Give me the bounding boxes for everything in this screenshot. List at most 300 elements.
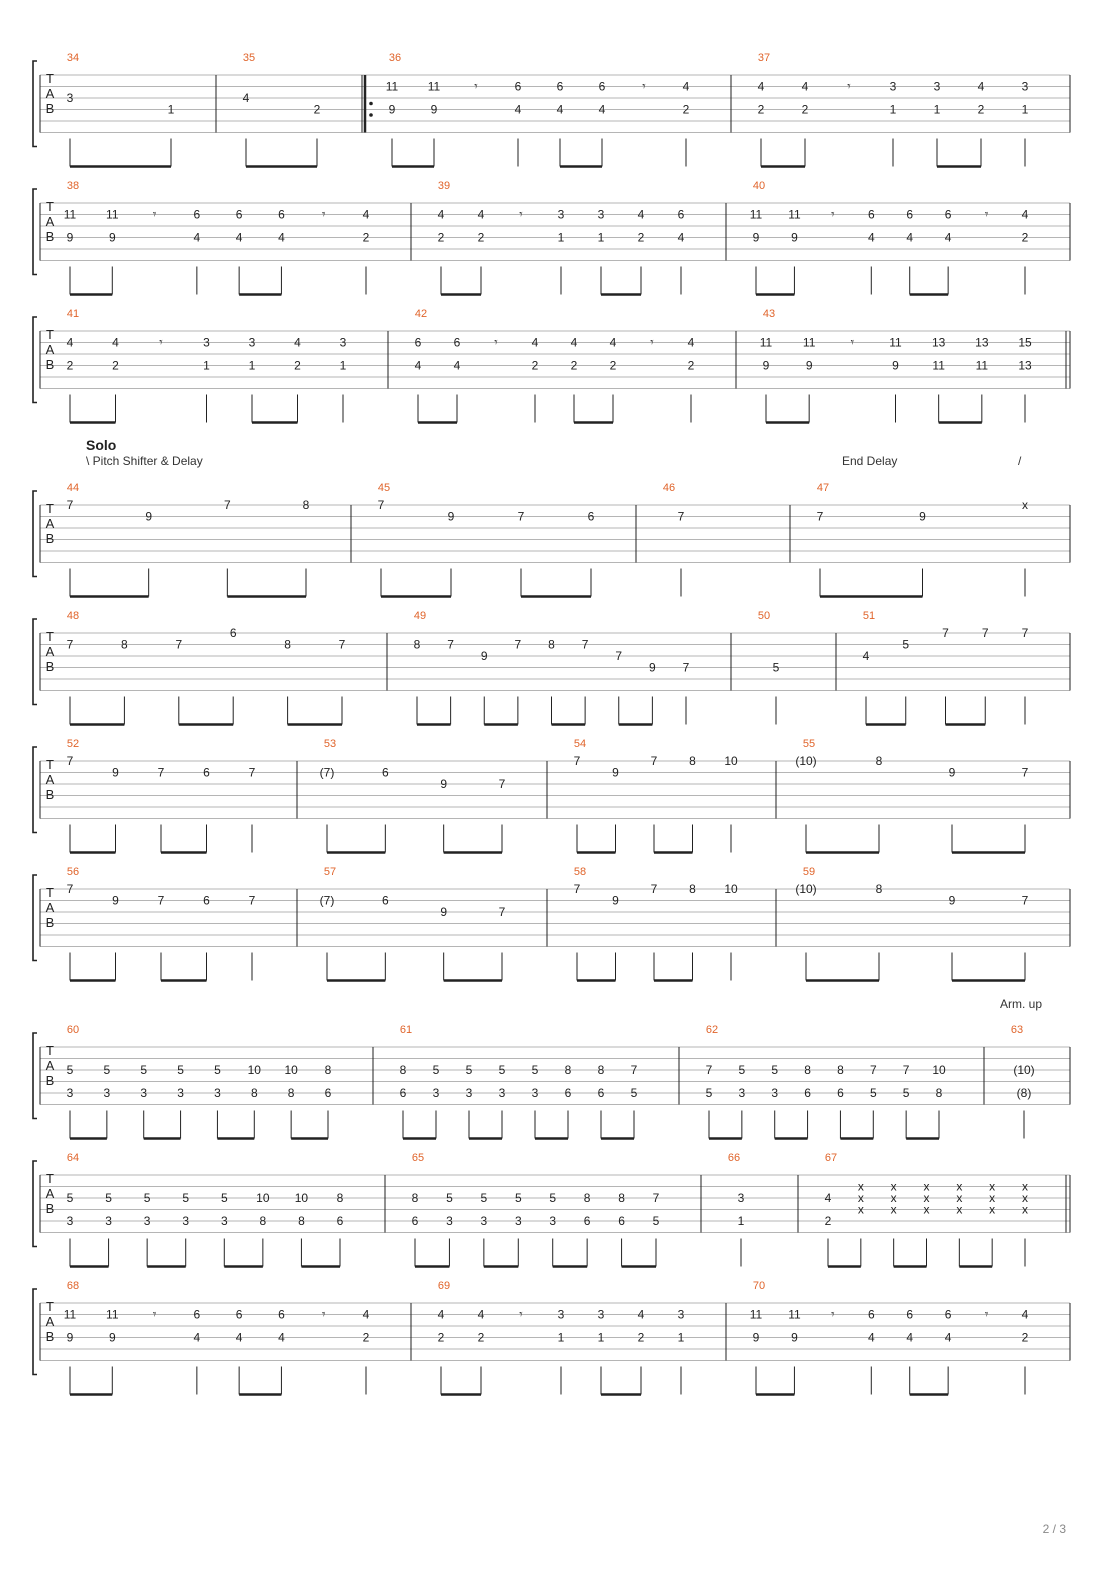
fret-number: 5 [182, 1191, 190, 1205]
fret-number: 8 [597, 1063, 605, 1077]
fret-number: 8 [298, 1214, 305, 1228]
tab-clef-letter: A [45, 1186, 55, 1201]
fret-number: 11 [889, 335, 902, 350]
fret-number: 11 [63, 1307, 77, 1322]
fret-number: 7 [682, 660, 690, 675]
fret-number: 1 [248, 358, 256, 373]
fret-number: 3 [339, 335, 347, 350]
fret-number: 4 [687, 335, 695, 350]
fret-number: x [956, 1191, 963, 1205]
tab-clef-letter: T [46, 885, 54, 900]
fret-number: 7 [573, 754, 581, 768]
fret-number: x [857, 1191, 864, 1205]
fret-number: 7 [175, 637, 183, 652]
fret-number: 5 [498, 1063, 506, 1077]
eighth-rest: 𝄾 [152, 206, 157, 222]
tab-clef-letter: B [45, 787, 55, 802]
fret-number: 3 [66, 1214, 74, 1228]
fret-number: 8 [583, 1191, 591, 1205]
tab-clef-letter: T [46, 327, 54, 342]
fret-number: x [956, 1202, 963, 1217]
fret-number: 7 [573, 882, 581, 896]
fret-number: 11 [749, 207, 763, 222]
fret-number: 6 [235, 207, 243, 222]
fret-number: 4 [294, 335, 301, 350]
tab-clef-letter: B [45, 1073, 55, 1088]
measure-number: 36 [388, 52, 402, 64]
fret-number: 6 [381, 893, 389, 908]
fret-number: 5 [432, 1063, 440, 1077]
fret-number: 8 [302, 498, 310, 512]
fret-number: (7) [319, 765, 335, 780]
fret-number: 3 [432, 1086, 440, 1100]
tab-clef-letter: B [45, 101, 55, 116]
fret-number: 8 [564, 1063, 572, 1077]
measure-number: 37 [757, 52, 771, 64]
eighth-rest: 𝄾 [519, 206, 523, 222]
fret-number: 9 [112, 893, 119, 908]
fret-number: 8 [875, 754, 883, 768]
fret-number: 7 [157, 765, 165, 780]
fret-number: 8 [121, 637, 128, 652]
fret-number: 1 [1021, 102, 1029, 117]
fret-number: 3 [480, 1214, 488, 1228]
tab-clef-letter: A [45, 516, 55, 531]
fret-number: 8 [875, 882, 883, 896]
fret-number: x [923, 1202, 930, 1217]
tab-clef-letter: A [45, 342, 55, 357]
fret-number: 7 [248, 765, 256, 780]
fret-number: 7 [942, 626, 949, 640]
fret-number: 4 [514, 102, 522, 117]
tab-clef-letter: A [45, 900, 55, 915]
fret-number: 5 [652, 1214, 660, 1228]
page-number: 2 / 3 [1042, 1522, 1066, 1536]
fret-number: 6 [278, 207, 285, 222]
measure-number: 54 [573, 738, 587, 750]
fret-number: 4 [682, 79, 690, 94]
fret-number: 3 [557, 1307, 565, 1322]
fret-number: 9 [892, 358, 899, 373]
fret-number: 10 [932, 1063, 946, 1077]
fret-number: 3 [933, 79, 941, 94]
fret-number: 9 [388, 102, 396, 117]
fret-number: 6 [587, 509, 595, 524]
fret-number: 15 [1018, 335, 1032, 350]
fret-number: 9 [108, 230, 116, 245]
fret-number: 3 [889, 79, 897, 94]
tab-clef-letter: T [46, 501, 54, 516]
eighth-rest: 𝄾 [494, 334, 498, 350]
fret-number: 2 [801, 102, 809, 117]
fret-number: 6 [564, 1086, 572, 1100]
fret-number: 4 [570, 335, 578, 350]
fret-number: 3 [143, 1214, 151, 1228]
fret-number: 3 [549, 1214, 557, 1228]
fret-number: 1 [597, 230, 605, 245]
fret-number: 9 [145, 509, 153, 524]
fret-number: x [890, 1179, 897, 1194]
end-slash-annotation: / [1018, 454, 1022, 468]
section-title-solo: Solo [86, 437, 117, 453]
fret-number: 6 [381, 765, 389, 780]
fret-number: 7 [447, 637, 454, 652]
fret-number: 7 [377, 498, 385, 512]
fret-number: 8 [935, 1086, 943, 1100]
eighth-rest: 𝄾 [831, 206, 835, 222]
fret-number: 11 [385, 79, 399, 94]
fret-number: 6 [235, 1307, 243, 1322]
fret-number: 11 [788, 207, 801, 222]
fret-number: 6 [229, 626, 237, 640]
measure-number: 65 [411, 1152, 425, 1164]
fret-number: 7 [157, 893, 165, 908]
fret-number: 9 [612, 765, 619, 780]
measure-number: 51 [862, 610, 876, 622]
fret-number: 6 [414, 335, 422, 350]
fret-number: 4 [637, 1307, 645, 1322]
fret-number: 5 [772, 660, 780, 675]
fret-number: 7 [514, 637, 522, 652]
fret-number: 2 [531, 358, 539, 373]
fret-number: 4 [677, 230, 685, 245]
fret-number: 11 [63, 207, 77, 222]
fret-number: 3 [771, 1086, 779, 1100]
fret-number: 6 [193, 207, 201, 222]
fret-number: 3 [182, 1214, 190, 1228]
measure-number: 58 [573, 866, 587, 878]
measure-number: 57 [323, 866, 337, 878]
fret-number: 9 [440, 777, 448, 791]
system-bracket [33, 491, 37, 577]
fret-number: 10 [294, 1191, 309, 1205]
fret-number: 2 [112, 358, 119, 373]
system-bracket [33, 189, 37, 275]
fret-number: x [857, 1202, 864, 1217]
eighth-rest: 𝄾 [984, 206, 989, 222]
fret-number: 2 [362, 1330, 370, 1345]
fret-number: 2 [477, 1330, 485, 1345]
fret-number: 4 [1021, 207, 1029, 222]
fret-number: 7 [615, 649, 623, 663]
fret-number: 3 [203, 335, 210, 350]
fret-number: 2 [313, 102, 321, 117]
fret-number: x [1022, 1202, 1028, 1217]
fret-number: 3 [248, 335, 256, 350]
fret-number: x [923, 1179, 930, 1194]
eighth-rest: 𝄾 [847, 78, 851, 94]
end-delay-annotation: End Delay [842, 454, 898, 468]
fret-number: 4 [235, 230, 243, 245]
measure-number: 45 [377, 482, 391, 494]
fret-number: 4 [477, 207, 485, 222]
fret-number: 11 [759, 335, 773, 350]
fret-number: 1 [597, 1330, 605, 1345]
fret-number: 5 [549, 1191, 557, 1205]
fret-number: 11 [106, 207, 119, 222]
fret-number: 6 [203, 765, 210, 780]
fret-number: 4 [477, 1307, 485, 1322]
measure-number: 53 [323, 738, 337, 750]
fret-number: 7 [498, 905, 506, 919]
fret-number: 9 [762, 358, 770, 373]
fret-number: 6 [193, 1307, 201, 1322]
measure-number: 48 [66, 610, 80, 622]
fret-number: 9 [948, 765, 956, 780]
fret-number: 5 [66, 1191, 74, 1205]
fret-number: 9 [919, 509, 926, 524]
measure-number: 56 [66, 866, 80, 878]
fret-number: 6 [556, 79, 564, 94]
fret-number: x [989, 1179, 996, 1194]
fret-number: 3 [103, 1086, 111, 1100]
fret-number: 6 [804, 1086, 811, 1100]
fret-number: 7 [650, 882, 658, 896]
fret-number: 4 [637, 207, 645, 222]
fret-number: (10) [795, 754, 817, 768]
fret-number: 4 [242, 91, 250, 105]
fret-number: x [1022, 1191, 1028, 1205]
fret-number: 8 [324, 1063, 332, 1077]
fret-number: x [857, 1179, 864, 1194]
fret-number: 9 [108, 1330, 116, 1345]
system-bracket [33, 875, 37, 961]
fret-number: 10 [724, 754, 738, 768]
tab-clef-letter: B [45, 915, 55, 930]
tab-clef-letter: T [46, 1171, 54, 1186]
fret-number: 5 [214, 1063, 221, 1077]
fret-number: 3 [498, 1086, 506, 1100]
fret-number: 3 [738, 1086, 746, 1100]
fret-number: 2 [362, 230, 370, 245]
fret-number: 6 [324, 1086, 332, 1100]
fret-number: 8 [804, 1063, 811, 1077]
fret-number: 3 [597, 207, 605, 222]
fret-number: 9 [791, 230, 798, 245]
fret-number: 2 [609, 358, 617, 373]
measure-number: 62 [705, 1024, 719, 1036]
fret-number: x [989, 1191, 996, 1205]
measure-number: 64 [66, 1152, 80, 1164]
tab-clef-letter: B [45, 229, 55, 244]
fret-number: 5 [220, 1191, 228, 1205]
fret-number: 5 [480, 1191, 488, 1205]
fret-number: 4 [414, 358, 422, 373]
fret-number: 3 [677, 1307, 685, 1322]
fret-number: 7 [650, 754, 658, 768]
fret-number: 10 [256, 1191, 270, 1205]
measure-number: 68 [66, 1280, 80, 1292]
fret-number: x [1022, 1179, 1028, 1194]
fret-number: 7 [338, 637, 346, 652]
fret-number: 8 [618, 1191, 625, 1205]
fret-number: 3 [66, 1086, 74, 1100]
fret-number: 6 [837, 1086, 844, 1100]
system-bracket [33, 317, 37, 403]
fret-number: 2 [977, 102, 985, 117]
eighth-rest: 𝄾 [519, 1306, 523, 1322]
fret-number: 9 [791, 1330, 798, 1345]
tab-clef-letter: T [46, 199, 54, 214]
fret-number: 6 [598, 79, 606, 94]
fret-number: 1 [737, 1214, 745, 1228]
fret-number: 9 [752, 230, 760, 245]
fret-number: x [890, 1202, 897, 1217]
eighth-rest: 𝄾 [152, 1306, 157, 1322]
fret-number: 8 [399, 1063, 407, 1077]
fret-number: 7 [248, 893, 256, 908]
fret-number: 5 [140, 1063, 148, 1077]
fret-number: 7 [66, 754, 74, 768]
measure-number: 35 [242, 52, 256, 64]
system-bracket [33, 619, 37, 705]
fret-number: 8 [689, 754, 696, 768]
fret-number: 7 [816, 509, 824, 524]
measure-number: 63 [1010, 1024, 1024, 1036]
fret-number: 4 [801, 79, 809, 94]
fret-number: 5 [630, 1086, 638, 1100]
fret-number: 6 [906, 1307, 914, 1322]
fret-number: 4 [556, 102, 564, 117]
fret-number: 2 [570, 358, 578, 373]
fret-number: 8 [548, 637, 555, 652]
fret-number: 4 [1021, 1307, 1029, 1322]
fret-number: 1 [677, 1330, 685, 1345]
fret-number: 4 [862, 649, 870, 663]
fret-number: 3 [177, 1086, 184, 1100]
fret-number: 4 [235, 1330, 243, 1345]
fret-number: 7 [581, 637, 589, 652]
fret-number: 5 [902, 637, 910, 652]
fret-number: 6 [203, 893, 210, 908]
fret-number: 6 [278, 1307, 285, 1322]
fret-number: 7 [66, 498, 74, 512]
measure-number: 40 [752, 180, 766, 192]
measure-number: 69 [437, 1280, 451, 1292]
fret-number: 9 [752, 1330, 760, 1345]
tab-clef-letter: T [46, 1299, 54, 1314]
fret-number: 6 [583, 1214, 591, 1228]
measure-number: 60 [66, 1024, 80, 1036]
fret-number: 11 [975, 358, 989, 373]
eighth-rest: 𝄾 [321, 1306, 326, 1322]
fret-number: 13 [931, 335, 946, 350]
fret-number: 7 [869, 1063, 877, 1077]
fret-number: 4 [112, 335, 119, 350]
tab-clef-letter: B [45, 1329, 55, 1344]
eighth-rest: 𝄾 [474, 78, 478, 94]
fret-number: 3 [597, 1307, 605, 1322]
system-bracket [33, 1289, 37, 1375]
fret-number: 4 [867, 1330, 875, 1345]
fret-number: 6 [944, 1307, 952, 1322]
fret-number: 4 [453, 358, 461, 373]
fret-number: x [1022, 498, 1028, 512]
system-bracket [33, 61, 37, 147]
fret-number: 6 [906, 207, 914, 222]
fret-number: 2 [637, 230, 645, 245]
measure-number: 39 [437, 180, 451, 192]
tab-clef-letter: A [45, 1314, 55, 1329]
fret-number: 1 [557, 1330, 565, 1345]
fret-number: 8 [413, 637, 421, 652]
fret-number: 3 [557, 207, 565, 222]
fret-number: 3 [220, 1214, 228, 1228]
fret-number: 9 [805, 358, 813, 373]
eighth-rest: 𝄾 [642, 78, 646, 94]
fret-number: (8) [1016, 1086, 1032, 1100]
fret-number: 4 [944, 230, 952, 245]
eighth-rest: 𝄾 [159, 334, 163, 350]
fret-number: 7 [1021, 765, 1029, 780]
fret-number: (10) [795, 882, 817, 896]
fret-number: 9 [430, 102, 438, 117]
fret-number: 3 [105, 1214, 112, 1228]
fret-number: 3 [446, 1214, 453, 1228]
tab-clef-letter: B [45, 1201, 55, 1216]
fret-number: 6 [867, 1307, 875, 1322]
fret-number: 9 [440, 905, 448, 919]
system-bracket [33, 1033, 37, 1119]
fret-number: 4 [66, 335, 74, 350]
fret-number: 4 [278, 230, 285, 245]
fret-number: 4 [944, 1330, 952, 1345]
fret-number: 5 [66, 1063, 74, 1077]
fret-number: 5 [531, 1063, 539, 1077]
fret-number: 3 [66, 91, 74, 105]
fret-number: 4 [193, 1330, 201, 1345]
fret-number: 7 [66, 882, 74, 896]
fret-number: 6 [597, 1086, 605, 1100]
fret-number: 9 [649, 660, 656, 675]
fret-number: 6 [411, 1214, 419, 1228]
measure-number: 50 [757, 610, 771, 622]
fret-number: 4 [906, 230, 914, 245]
fret-number: 2 [682, 102, 690, 117]
measure-number: 43 [762, 308, 776, 320]
fret-number: 1 [557, 230, 565, 245]
fret-number: 8 [259, 1214, 267, 1228]
fret-number: 7 [1021, 893, 1029, 908]
fret-number: 8 [336, 1191, 344, 1205]
fret-number: 11 [749, 1307, 763, 1322]
tab-clef-letter: A [45, 644, 55, 659]
eighth-rest: 𝄾 [831, 1306, 835, 1322]
fret-number: 8 [250, 1086, 258, 1100]
fret-number: (7) [319, 893, 335, 908]
fret-number: 9 [447, 509, 455, 524]
fret-number: 5 [705, 1086, 713, 1100]
measure-number: 61 [399, 1024, 413, 1036]
fret-number: 3 [514, 1214, 522, 1228]
fret-number: 7 [66, 637, 74, 652]
fret-number: 11 [788, 1307, 801, 1322]
fret-number: 5 [103, 1063, 111, 1077]
fret-number: 1 [339, 358, 347, 373]
eighth-rest: 𝄾 [984, 1306, 989, 1322]
fret-number: 2 [437, 230, 445, 245]
tab-clef-letter: A [45, 214, 55, 229]
fret-number: 4 [609, 335, 617, 350]
measure-number: 44 [66, 482, 80, 494]
fret-number: 9 [948, 893, 956, 908]
fret-number: 3 [737, 1191, 745, 1205]
fret-number: 7 [223, 498, 231, 512]
fret-number: 5 [446, 1191, 453, 1205]
tab-clef-letter: T [46, 71, 54, 86]
fret-number: 5 [738, 1063, 746, 1077]
fret-number: 5 [143, 1191, 151, 1205]
